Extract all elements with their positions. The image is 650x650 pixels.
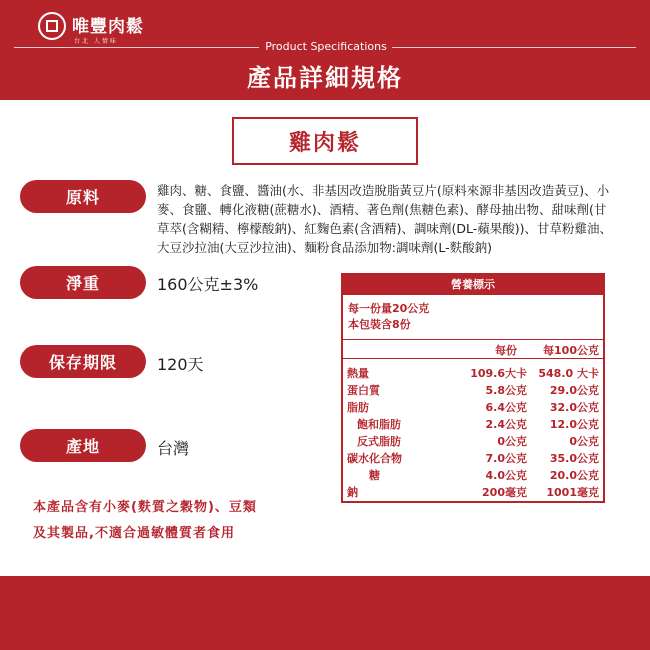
origin-value: 台灣 [157, 439, 190, 458]
nutrient-per-100g: 20.0公克 [549, 469, 599, 482]
col-per-serving: 每份 [495, 344, 517, 357]
footer-band [0, 576, 650, 650]
ingredients-label: 原料 [20, 180, 146, 213]
nutrition-title: 營養標示 [343, 275, 603, 295]
product-name-box [232, 117, 418, 165]
net-weight-value: 160公克±3% [157, 275, 259, 294]
table-row [343, 416, 603, 433]
product-name: 雞肉鬆 [288, 130, 361, 156]
nutrient-per-serving: 0公克 [497, 435, 527, 448]
nutrient-per-100g: 548.0 大卡 [538, 367, 599, 380]
page-title: 產品詳細規格 [247, 64, 403, 92]
nutrient-per-100g: 29.0公克 [549, 384, 599, 397]
net-weight-label: 淨重 [20, 266, 146, 299]
nutrient-per-100g: 32.0公克 [549, 401, 599, 414]
nutrient-per-100g: 12.0公克 [549, 418, 599, 431]
col-per-100g: 每100公克 [543, 344, 599, 357]
nutrient-name: 反式脂肪 [357, 435, 401, 448]
header-divider-right [392, 47, 636, 48]
servings-per-package: 本包裝含8份 [348, 318, 411, 331]
table-row [343, 433, 603, 450]
nutrient-per-serving: 6.4公克 [485, 401, 527, 414]
table-row [343, 399, 603, 416]
nutrition-rows [343, 359, 603, 501]
header-divider-left [14, 47, 259, 48]
brand-seal-icon [38, 12, 66, 40]
shelf-life-value: 120天 [157, 355, 204, 374]
nutrient-name: 碳水化合物 [347, 452, 402, 465]
nutrient-per-serving: 5.8公克 [485, 384, 527, 397]
brand-tagline: 台北 人情味 [74, 38, 118, 45]
spec-subtitle: Product Specifications [265, 40, 387, 53]
nutrient-name: 糖 [369, 469, 380, 482]
brand-logo [38, 10, 158, 46]
nutrition-column-headers [343, 340, 603, 359]
table-row [343, 467, 603, 484]
table-row [343, 382, 603, 399]
brand-name: 唯豐肉鬆 [72, 17, 144, 37]
nutrient-per-100g: 35.0公克 [549, 452, 599, 465]
ingredients-text: 雞肉、糖、食鹽、醬油(水、非基因改造脫脂黃豆片(原料來源非基因改造黃豆)、小麥、食鹽、轉化液糖(蔗糖水)、酒精、著色劑(焦糖色素)、酵母抽出物、甜味劑(甘草萃(含糊精、檸檬酸鈉)、紅麴色素(含酒精)、調味劑(DL-蘋果酸))、甘草粉雞油、大豆沙拉油(大豆沙拉油)、麵粉食品添加物:調味劑(L-麩酸鈉) [157, 183, 613, 255]
shelf-life-label: 保存期限 [20, 345, 146, 378]
table-row [343, 450, 603, 467]
allergen-line-2: 及其製品,不適合過敏體質者食用 [33, 526, 235, 541]
serving-size: 每一份量20公克 [348, 302, 430, 315]
nutrition-facts-table [341, 273, 605, 503]
nutrient-name: 熱量 [347, 367, 369, 380]
allergen-line-1: 本產品含有小麥(麩質之穀物)、豆類 [33, 500, 257, 515]
nutrient-name: 蛋白質 [347, 384, 380, 397]
nutrient-name: 飽和脂肪 [357, 418, 401, 431]
nutrient-per-serving: 4.0公克 [485, 469, 527, 482]
nutrient-per-serving: 200毫克 [482, 486, 527, 499]
origin-label: 產地 [20, 429, 146, 462]
nutrient-per-serving: 2.4公克 [485, 418, 527, 431]
nutrient-per-serving: 109.6大卡 [470, 367, 527, 380]
nutrient-per-serving: 7.0公克 [485, 452, 527, 465]
nutrient-name: 脂肪 [347, 401, 369, 414]
nutrition-serving-info [343, 295, 603, 340]
table-row [343, 484, 603, 501]
allergen-notice [33, 495, 333, 547]
table-row [343, 365, 603, 382]
nutrient-per-100g: 1001毫克 [546, 486, 599, 499]
nutrient-per-100g: 0公克 [569, 435, 599, 448]
nutrient-name: 鈉 [347, 486, 358, 499]
